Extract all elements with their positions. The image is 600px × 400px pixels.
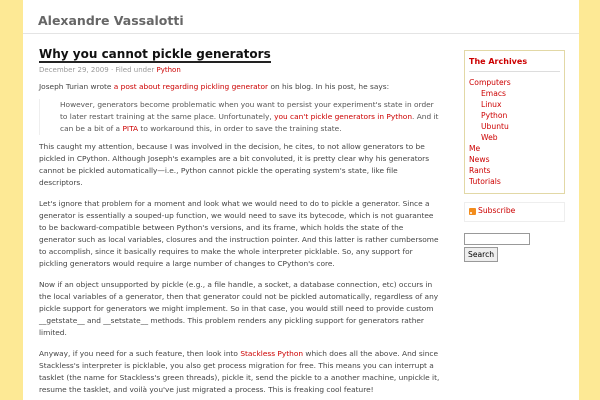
rss-icon xyxy=(469,208,476,215)
pita-link[interactable]: PITA xyxy=(122,124,139,133)
text: Anyway, if you need for a such feature, then look into xyxy=(39,349,241,358)
post-content xyxy=(39,43,441,396)
search-input[interactable] xyxy=(464,233,530,245)
paragraph-3: Let's ignore that problem for a moment and look what we would need to do to pickle a generator. Since a generator is essentially a souped-up function, we would need to save its bytecode, which is not guarantee to be backward-compatible between Python's versions, and its frame, which holds the state of the generator such as local variables, closures and the instruction pointer. And this latter is rather cumbersome to accomplish, since it basically requires to make the whole interpreter picklable. So, any support for pickling generators would require a large number of changes to CPython's core. xyxy=(39,199,439,268)
archives-title: The Archives xyxy=(469,56,560,72)
text: However, generators become problematic when you want to persist your experiment's state in order to later restart training at the same place. Unfortunately, xyxy=(60,100,434,121)
sidebar-item-computers[interactable]: Computers xyxy=(469,78,511,87)
archives-box xyxy=(464,50,565,194)
post-date: December 29, 2009 xyxy=(39,66,109,74)
subscribe-label: Subscribe xyxy=(478,206,516,215)
text: which does all the above. And since Stackless's interpreter is picklable, you also get process migration for free. This means you can interrupt a tasklet (the name for Stackless's green threads), pickle it, send the pickle to a another machine, unpickle it, resume the tasklet, and voilà you've just migrated a process. This is freaking cool feature! xyxy=(39,349,440,394)
stackless-python-link[interactable]: Stackless Python xyxy=(240,349,304,358)
post-meta xyxy=(39,66,441,75)
feed-box xyxy=(464,202,565,222)
text: Joseph Turian wrote xyxy=(39,82,114,91)
text: to workaround this, in order to save the training state. xyxy=(138,124,342,133)
text: on his blog. In his post, he says: xyxy=(268,82,390,91)
sidebar-item-tutorials[interactable]: Tutorials xyxy=(469,177,501,186)
quote-block xyxy=(39,99,441,135)
search-button[interactable]: Search xyxy=(464,247,498,262)
site-header xyxy=(23,0,579,34)
sidebar-item-news[interactable]: News xyxy=(469,155,490,164)
cant-pickle-generators-link[interactable]: you can't pickle generators in Python xyxy=(274,112,413,121)
site-title-link[interactable]: Alexandre Vassalotti xyxy=(38,13,184,28)
subscribe-link[interactable] xyxy=(469,206,515,216)
sidebar-item-me[interactable]: Me xyxy=(469,144,481,153)
sidebar-item-python[interactable]: Python xyxy=(481,111,508,120)
paragraph-5 xyxy=(39,348,441,396)
sidebar-item-web[interactable]: Web xyxy=(481,133,498,142)
sidebar-item-emacs[interactable]: Emacs xyxy=(481,89,506,98)
text: . And it can be a bit of a xyxy=(60,112,439,133)
filed-under-label: · Filed under xyxy=(110,66,155,74)
sidebar xyxy=(464,50,565,262)
category-link[interactable]: Python xyxy=(156,66,181,74)
paragraph-intro xyxy=(39,81,441,93)
post-title-link[interactable]: Why you cannot pickle generators xyxy=(39,47,271,61)
paragraph-4: Now if an object unsupported by pickle (e.g., a file handle, a socket, a database connection, etc) occurs in the local variables of a generator, then that generator could not be pickled automatically, regardless of any pickle support for generators we might implement. So in that case, you would still need to provide custom __getstate__ and __setstate__ methods. This problem renders any pickling support for generators rather limited. xyxy=(39,280,439,337)
pickling-generator-post-link[interactable]: a post about regarding pickling generator xyxy=(113,82,269,91)
sidebar-item-linux[interactable]: Linux xyxy=(481,100,502,109)
sidebar-item-rants[interactable]: Rants xyxy=(469,166,491,175)
page xyxy=(23,0,579,400)
sidebar-item-ubuntu[interactable]: Ubuntu xyxy=(481,122,509,131)
paragraph-2: This caught my attention, because I was involved in the decision, he cites, to not allow generators to be pickled in CPython. Although Joseph's examples are a bit convoluted, it is pretty clear why his generators cannot be pickled automatically—i.e., Python cannot pickle the operating system's state, like file descriptors. xyxy=(39,142,430,187)
